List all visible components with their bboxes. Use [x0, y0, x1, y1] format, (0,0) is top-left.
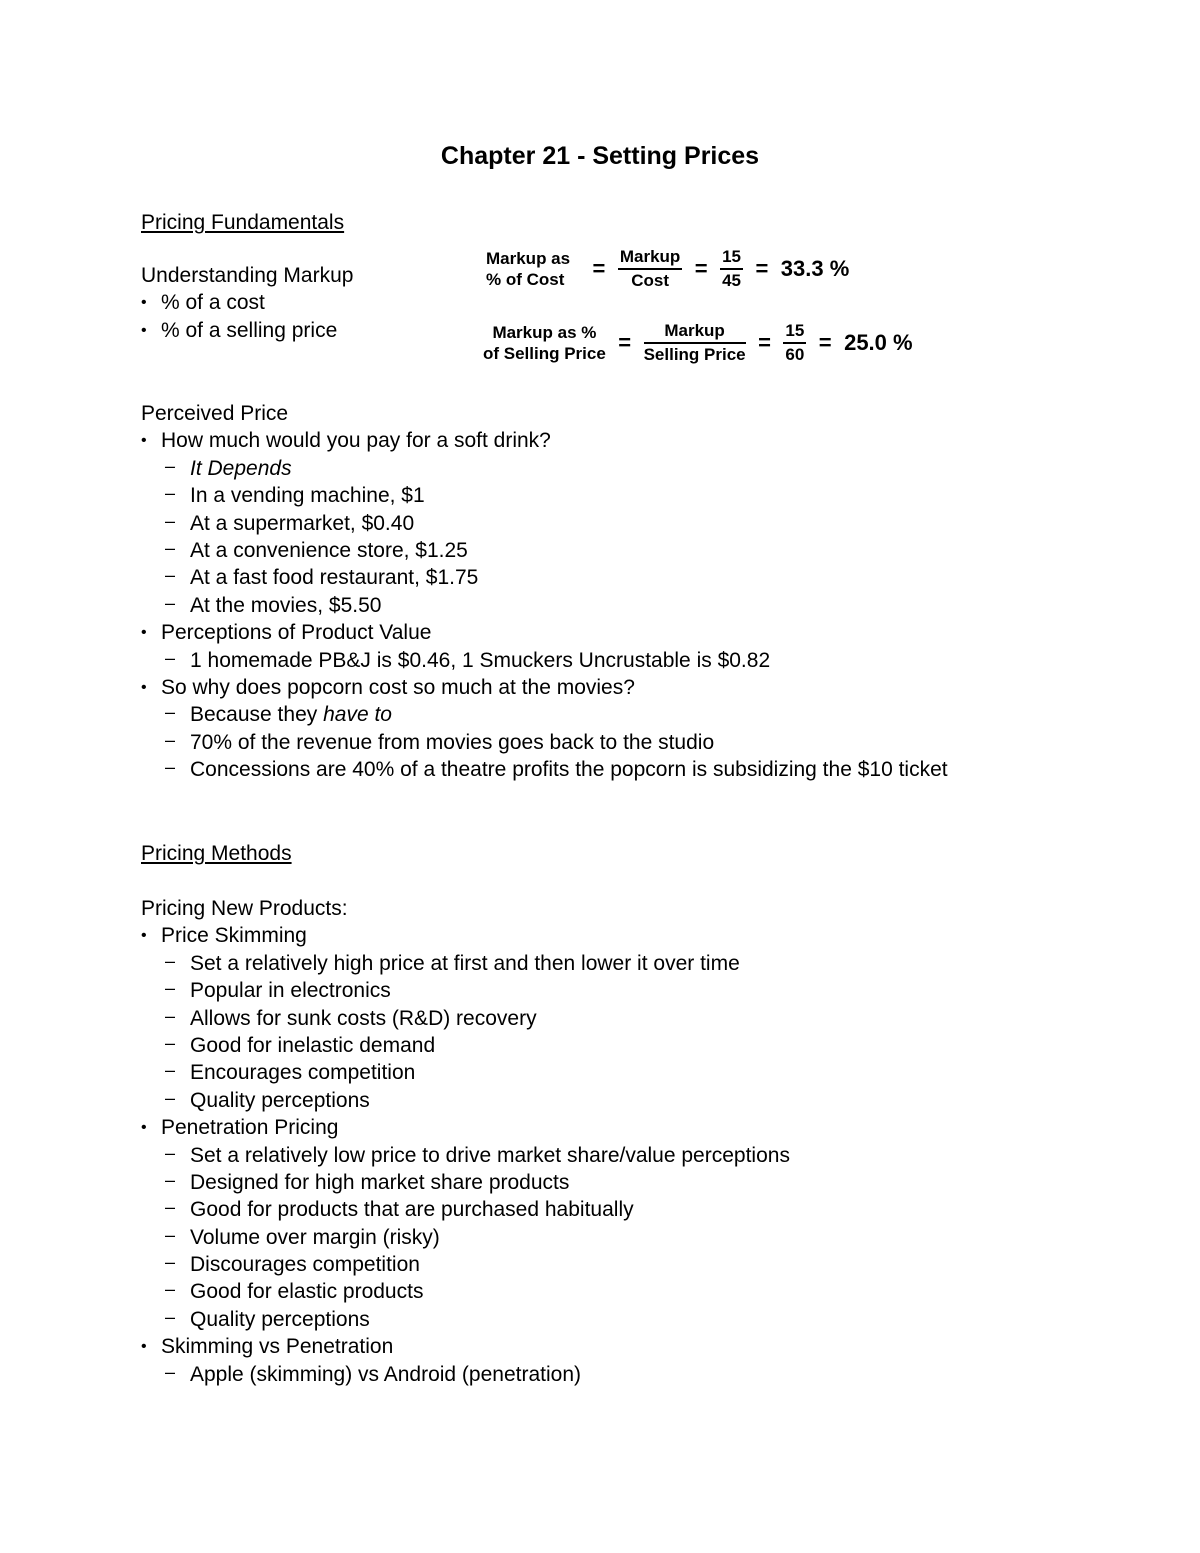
list-item: • Perceptions of Product Value — [141, 619, 948, 646]
formula-result: 33.3 % — [780, 256, 850, 281]
section-heading-pricing-methods: Pricing Methods — [141, 842, 292, 865]
list-item: – Encourages competition — [141, 1059, 790, 1086]
formula-result: 25.0 % — [844, 330, 913, 355]
list-item: • Penetration Pricing — [141, 1114, 790, 1141]
list-item: – At a convenience store, $1.25 — [141, 537, 948, 564]
list-item: – Set a relatively high price at first and then lower it over time — [141, 950, 790, 977]
new-products-heading: Pricing New Products: — [141, 897, 348, 920]
list-item: – Quality perceptions — [141, 1306, 790, 1333]
equals-sign: = — [758, 330, 771, 355]
list-item: – Designed for high market share products — [141, 1169, 790, 1196]
list-item: – 70% of the revenue from movies goes back to the studio — [141, 729, 948, 756]
list-item: – Discourages competition — [141, 1251, 790, 1278]
markup-heading: Understanding Markup — [141, 264, 354, 287]
list-item: – Concessions are 40% of a theatre profits the popcorn is subsidizing the $10 ticket — [141, 756, 948, 783]
perceived-price-heading: Perceived Price — [141, 402, 289, 425]
equals-sign: = — [618, 330, 632, 355]
value-fraction: $\frac{15}{60}$ — [785, 321, 805, 364]
markup-fraction: $\frac{\text{Markup}}{\text{Selling Price}}$ — [643, 321, 746, 364]
formula-label: Markup as % of Cost — [486, 249, 571, 289]
section-heading-pricing-fundamentals: Pricing Fundamentals — [141, 211, 345, 234]
list-item: – 1 homemade PB&J is $0.46, 1 Smuckers Uncrustable is $0.82 — [141, 647, 948, 674]
list-item: • Skimming vs Penetration — [141, 1333, 790, 1360]
list-item: – Apple (skimming) vs Android (penetration) — [141, 1361, 790, 1388]
list-item: – Allows for sunk costs (R&D) recovery — [141, 1005, 790, 1032]
value-fraction: $\frac{15}{45}$ — [722, 247, 742, 290]
formula-label: Markup as % of Selling Price — [483, 323, 606, 363]
equals-sign: = — [694, 256, 708, 281]
list-item: • % of a cost — [141, 289, 353, 316]
markup-selling-price-formula — [483, 320, 913, 366]
markup-list — [141, 262, 353, 344]
equals-sign: = — [592, 256, 606, 281]
equals-sign: = — [818, 330, 832, 355]
list-item: – Because they have to — [141, 701, 948, 728]
list-item: – Quality perceptions — [141, 1087, 790, 1114]
list-item: – At a supermarket, $0.40 — [141, 510, 948, 537]
list-item: – Good for inelastic demand — [141, 1032, 790, 1059]
perceived-price-list — [141, 400, 948, 783]
page-title: Chapter 21 - Setting Prices — [440, 142, 760, 170]
list-item: – At the movies, $5.50 — [141, 592, 948, 619]
list-item: • Price Skimming — [141, 922, 790, 949]
list-item: – At a fast food restaurant, $1.75 — [141, 564, 948, 591]
markup-fraction: $\frac{\text{Markup}}{\text{Cost}}$ — [619, 247, 681, 290]
pricing-methods-list — [141, 895, 790, 1388]
list-item: • % of a selling price — [141, 317, 353, 344]
list-item: – In a vending machine, $1 — [141, 482, 948, 509]
equals-sign: = — [755, 256, 769, 281]
list-item: • So why does popcorn cost so much at the movies? — [141, 674, 948, 701]
list-item: – Good for products that are purchased habitually — [141, 1196, 790, 1223]
list-item: – It Depends — [141, 455, 948, 482]
list-item: – Good for elastic products — [141, 1278, 790, 1305]
list-item: – Popular in electronics — [141, 977, 790, 1004]
list-item: – Volume over margin (risky) — [141, 1224, 790, 1251]
list-item: – Set a relatively low price to drive market share/value perceptions — [141, 1142, 790, 1169]
list-item: • How much would you pay for a soft drink? — [141, 427, 948, 454]
markup-cost-formula — [486, 246, 849, 292]
